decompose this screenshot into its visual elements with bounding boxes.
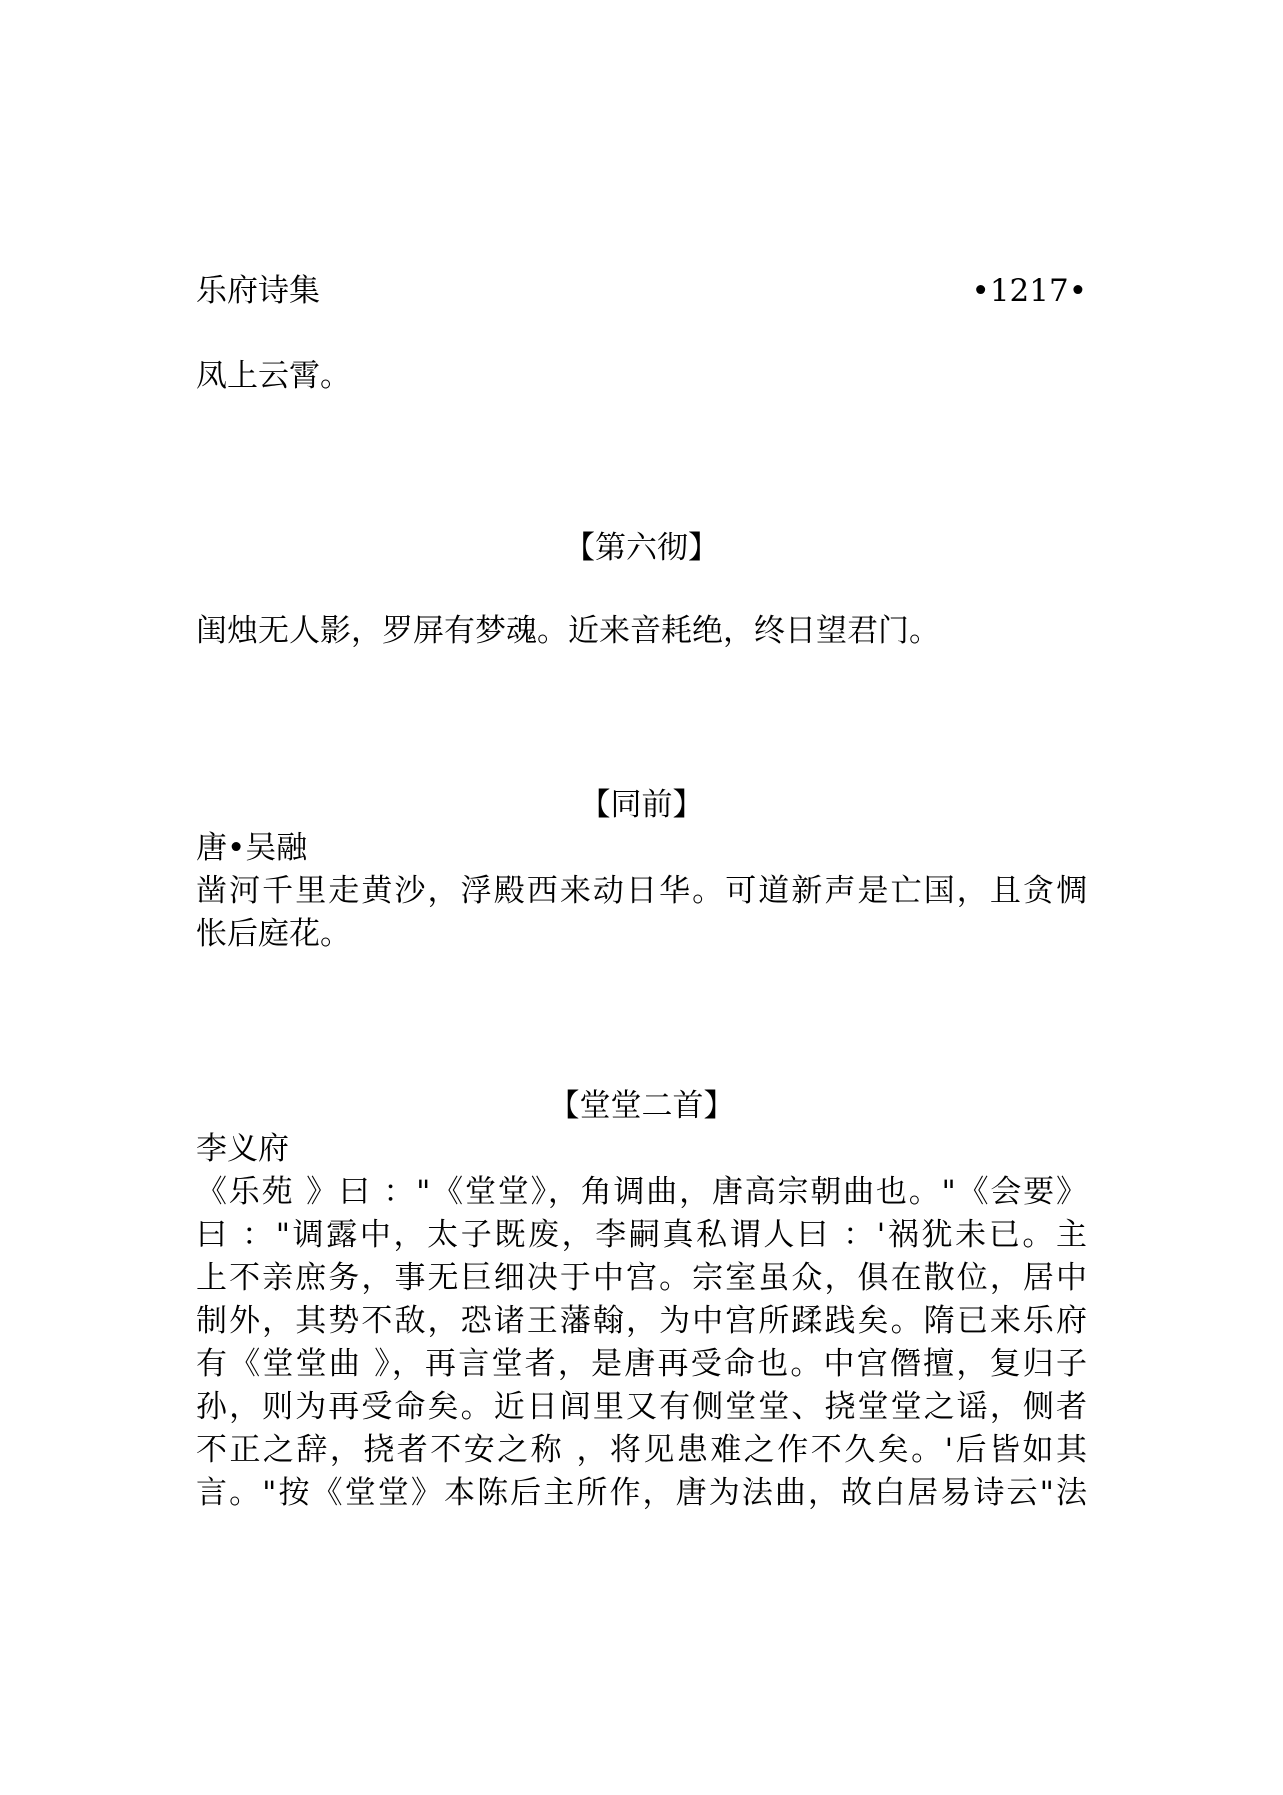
preface-line: 有《堂堂曲 》，再言堂者，是唐再受命也。中宫僭擅，复归子 xyxy=(196,1346,1087,1382)
poem-line: 凿河千里走黄沙，浮殿西来动日华。可道新声是亡国，且贪惆 xyxy=(196,873,1087,909)
preface-line: 孙，则为再受命矣。近日闾里又有侧堂堂、挠堂堂之谣，侧者 xyxy=(196,1389,1087,1425)
page-number: •1217• xyxy=(971,273,1087,309)
preface-line: 不正之辞，挠者不安之称 ，将见患难之作不久矣。'后皆如其 xyxy=(196,1432,1087,1468)
preface-line: 制外，其势不敌，恐诸王藩翰，为中宫所蹂践矣。隋已来乐府 xyxy=(196,1303,1087,1339)
preface-line: 上不亲庶务，事无巨细决于中宫。宗室虽众，俱在散位，居中 xyxy=(196,1260,1087,1296)
section-title: 【堂堂二首】 xyxy=(548,1088,735,1124)
running-header-title: 乐府诗集 xyxy=(196,273,320,309)
continued-text-line: 凤上云霄。 xyxy=(196,358,351,394)
author-line: 唐•吴融 xyxy=(196,830,308,866)
section-title: 【同前】 xyxy=(579,787,704,823)
author-line: 李义府 xyxy=(196,1131,289,1167)
poem-line: 闺烛无人影，罗屏有梦魂。近来音耗绝，终日望君门。 xyxy=(196,613,940,649)
preface-line: 曰 ："调露中，太子既废，李嗣真私谓人曰 ：'祸犹未已。主 xyxy=(196,1217,1087,1253)
preface-line: 《乐苑 》曰 ："《堂堂》，角调曲，唐高宗朝曲也。"《会要》 xyxy=(196,1174,1087,1210)
preface-line: 言。"按《堂堂》本陈后主所作，唐为法曲，故白居易诗云"法 xyxy=(196,1475,1087,1511)
poem-line: 怅后庭花。 xyxy=(196,916,351,952)
section-title: 【第六彻】 xyxy=(564,530,719,566)
